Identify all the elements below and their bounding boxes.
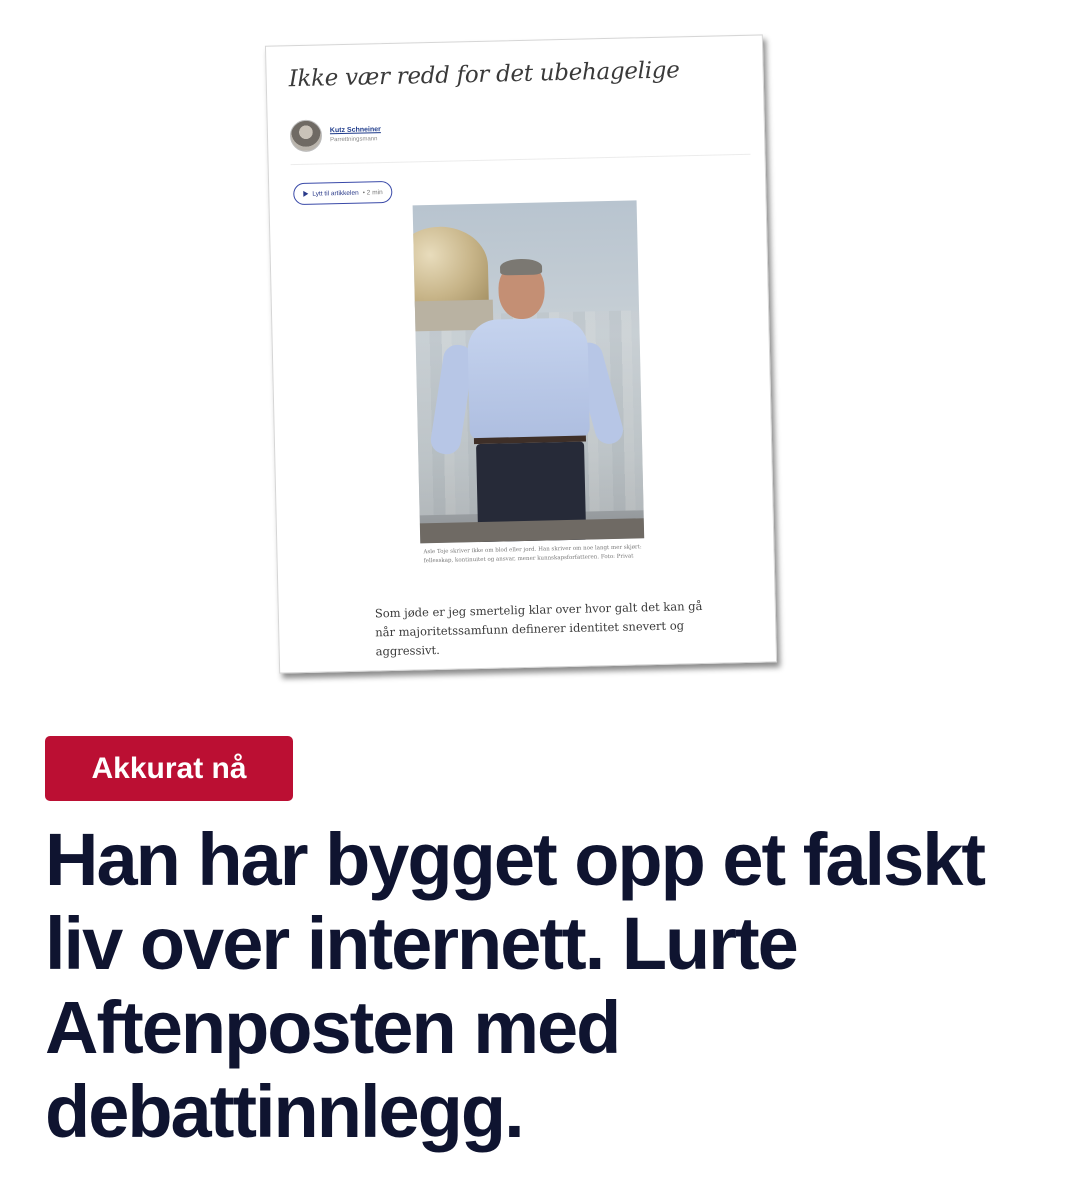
divider [291,154,751,165]
listen-label: Lytt til artikkelen [312,189,359,198]
author-role: Parrettningsmann [330,136,378,144]
article-title: Ikke vær redd for det ubehagelige [288,57,680,93]
author-avatar [290,119,323,152]
photo-ledge [420,518,644,543]
breaking-badge: Akkurat nå [45,736,293,801]
article-photo [413,200,645,543]
author-row [290,118,382,152]
listen-to-article-button[interactable] [293,181,393,205]
photo-person-shirt [467,317,590,440]
photo-caption: Asle Toje skriver ikke om blod eller jord. Han skriver om noe langt mer skjørt: fellesskap, kontinuitet og ansvar, mener kunnskapsforfatteren. Foto: Privat [423,544,642,565]
headline[interactable]: Han har bygget opp et falskt liv over internett. Lurte Aftenposten med debattinnlegg. [45,818,985,1153]
article-lede: Som jøde er jeg smertelig klar over hvor galt det kan gå når majoritetssamfunn definerer identitet snevert og aggressivt. [374,598,703,659]
article-screenshot-card [265,34,777,673]
author-name-link[interactable]: Kutz Schneiner [329,126,381,135]
photo-dome [413,226,489,308]
author-meta [330,126,381,143]
photo-person-hair [500,259,542,276]
play-icon [303,191,308,197]
listen-duration: • 2 min [362,188,383,197]
